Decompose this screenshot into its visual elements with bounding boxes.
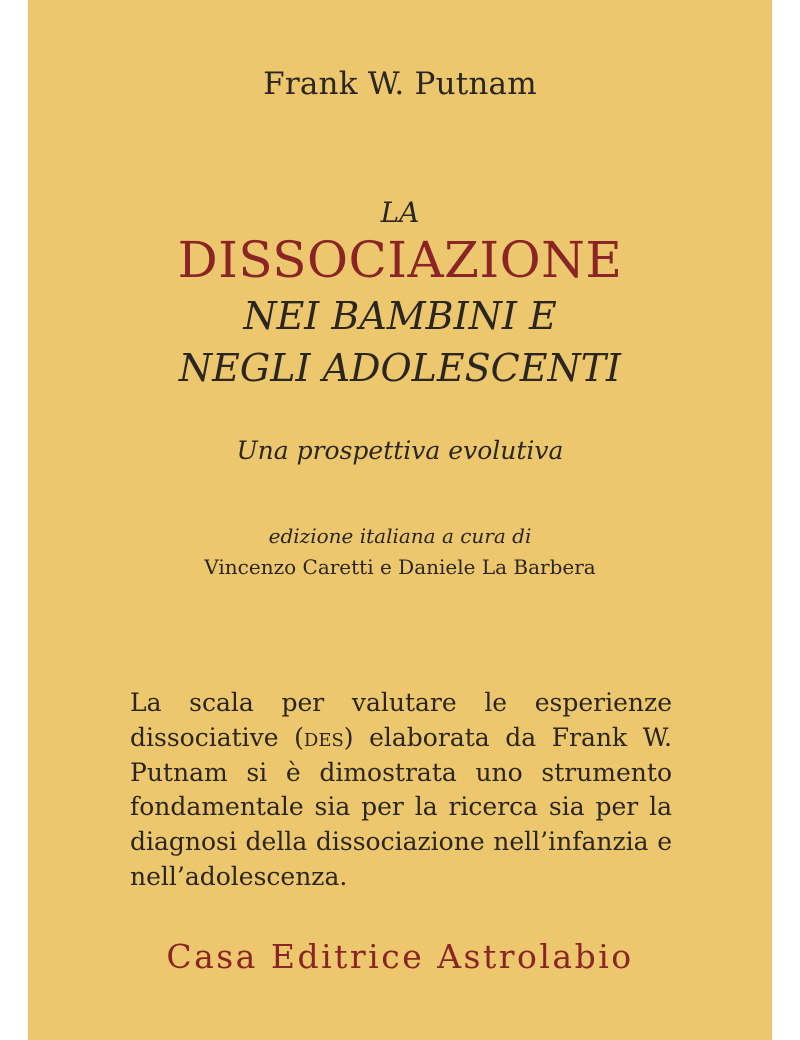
blurb-text-end: ) elaborata da Frank W. Putnam si è dimostrata uno strumento fondamentale sia per la ricerca sia per la diagnosi della dissociazione nell’infanzia e nell’adolescenza. — [130, 722, 672, 891]
title-article: LA — [380, 196, 420, 229]
publisher-name: Casa Editrice Astrolabio — [166, 937, 634, 976]
title-line-adolescents: NEGLI ADOLESCENTI — [178, 346, 622, 391]
author-name: Frank W. Putnam — [263, 66, 537, 102]
edition-credits — [28, 522, 772, 582]
book-cover — [28, 0, 772, 1040]
editors-names: Vincenzo Caretti e Daniele La Barbera — [204, 555, 596, 579]
blurb-text-start: La scala per valutare le esperienze dissociative ( — [130, 688, 672, 752]
title-line-children: NEI BAMBINI E — [243, 294, 557, 339]
blurb-acronym: des — [303, 722, 344, 752]
edition-label: edizione italiana a cura di — [268, 524, 532, 548]
book-title — [28, 196, 772, 393]
book-subtitle: Una prospettiva evolutiva — [236, 436, 564, 465]
cover-blurb — [130, 686, 672, 895]
title-main-word: DISSOCIAZIONE — [177, 230, 623, 289]
